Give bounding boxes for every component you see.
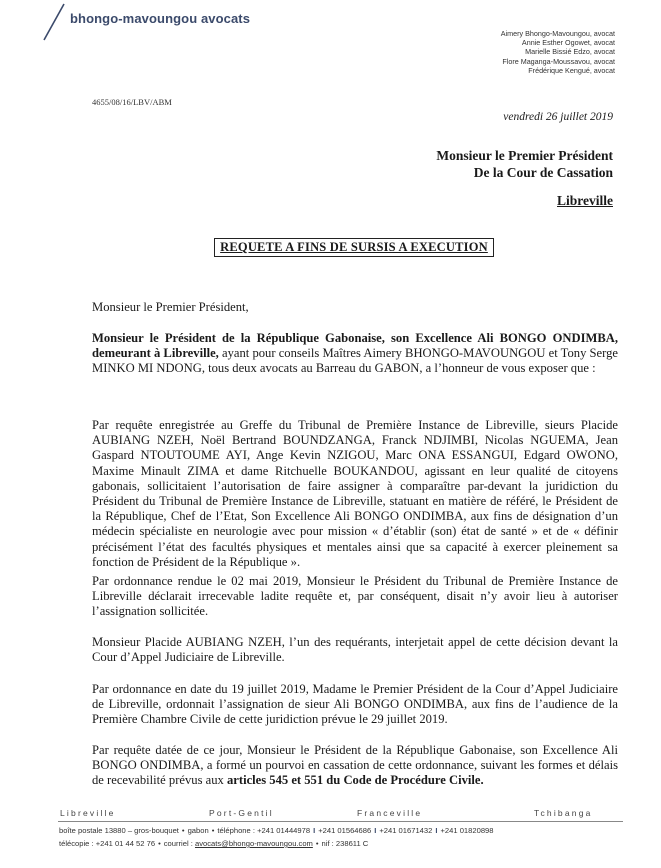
mail-label: courriel :	[163, 839, 193, 848]
country: gabon	[187, 826, 209, 835]
paragraph-cassation	[92, 743, 618, 789]
footer-divider	[58, 821, 623, 822]
reference-number: 4655/08/16/LBV/ABM	[92, 97, 172, 107]
footer-city: Franceville	[357, 808, 423, 818]
phone-4: +241 01820898	[440, 826, 494, 835]
paragraph-cassation-articles: articles 545 et 551 du Code de Procédure Civile	[226, 773, 481, 788]
logo-slash-icon	[38, 2, 66, 42]
lawyer-name: Frédérique Kengué, avocat	[528, 65, 615, 75]
lawyer-name: Aimery Bhongo-Mavoungou, avocat	[500, 29, 615, 38]
phone-1: téléphone : +241 01444978	[217, 826, 311, 835]
paragraph-parties-rest: ayant pour conseils Maîtres Aimery BHONGO-MAVOUNGOU et Tony Serge MINKO MI NDONG, tous deux avocats au Barreau du GABON, a l’honneur de vous exposer que :	[92, 346, 619, 376]
phone-2: +241 01564686	[318, 826, 372, 835]
email-link[interactable]: avocats@bhongo-mavoungou.com	[194, 839, 313, 848]
footer-city: Libreville	[60, 808, 116, 818]
bullet-separator: •	[158, 839, 161, 848]
document-title-text: REQUETE A FINS DE SURSIS A EXECUTION	[220, 240, 488, 254]
document-title	[214, 238, 494, 257]
firm-logo-text: bhongo-mavoungou avocats	[70, 11, 251, 26]
bullet-separator: •	[315, 839, 319, 848]
lawyer-name: Annie Esther Ogowet, avocat	[521, 38, 615, 48]
salutation: Monsieur le Premier Président,	[92, 300, 249, 314]
fax: télécopie : +241 01 44 52 76	[59, 839, 156, 848]
letter-date: vendredi 26 juillet 2019	[503, 111, 613, 123]
phone-3: +241 01671432	[379, 826, 433, 835]
bar-separator: I	[435, 826, 438, 835]
bullet-separator: •	[211, 826, 215, 835]
paragraph-ordinance-may: Par ordonnance rendue le 02 mai 2019, Monsieur le Président du Tribunal de Première Instance de Libreville déclarait irrecevable ladite requête et, par conséquent, disait n’y avoir lieu à autoriser l’assignation sollicitée.	[92, 574, 618, 619]
bar-separator: I	[313, 826, 316, 835]
recipient-block	[436, 147, 613, 181]
paragraph-parties-bold: Monsieur le Président de la République Gabonaise, son Excellence Ali BONGO ONDIMBA, demeurant à Libreville,	[92, 331, 618, 361]
lawyer-name: Marielle Bissié Edzo, avocat	[525, 47, 615, 57]
footer-city: Tchibanga	[534, 808, 593, 818]
recipient-line-1: Monsieur le Premier Président	[436, 148, 613, 163]
bullet-separator: •	[181, 826, 185, 835]
footer-contact-line-1	[59, 826, 494, 835]
paragraph-ordinance-july: Par ordonnance en date du 19 juillet 2019, Madame le Premier Président de la Cour d’Appel Judiciaire de Libreville, ordonnait l’assignation de sieur Ali BONGO ONDIMBA, aux fins de l’audience de la Première Chambre Civile de cette juridiction prévue le 29 juillet 2019.	[92, 682, 618, 727]
footer-city: Port-Gentil	[209, 808, 274, 818]
tax-id: nif : 238611 C	[321, 839, 369, 848]
lawyer-name: Flore Maganga-Moussavou, avocat	[502, 56, 615, 66]
footer-contact-line-2	[59, 839, 368, 848]
lawyers-list	[501, 29, 615, 75]
paragraph-parties	[92, 331, 618, 377]
paragraph-cassation-start: Par requête datée de ce jour, Monsieur le Président de la République Gabonaise, son Excellence Ali BONGO ONDIMBA, a formé un pourvoi en cassation de cette ordonnance, suivant les formes et délais de recevabilité prévus aux	[92, 743, 618, 788]
paragraph-cassation-end: .	[480, 773, 484, 788]
postal-box: boîte postale 13880 – gros-bouquet	[59, 826, 179, 835]
recipient-line-2: De la Cour de Cassation	[473, 165, 613, 180]
paragraph-appeal: Monsieur Placide AUBIANG NZEH, l’un des requérants, interjetait appel de cette décision devant la Cour d’Appel Judiciaire de Libreville.	[92, 635, 618, 665]
paragraph-request: Par requête enregistrée au Greffe du Tribunal de Première Instance de Libreville, sieurs Placide AUBIANG NZEH, Noël Bertrand BOUNDZANGA, Franck NDJIMBI, Nicolas NGUEMA, Jean Gaspard NTOUTOUME AYI, Ange Kevin NZIGOU, Marc ONA ESSANGUI, Edgard OWONO, Maxime Minault ZIMA et dame Ritchuelle BOUKANDOU, agissant en leur qualité de citoyens gabonais, sollicitaient l’autorisation de faire assigner à comparaître par-devant la juridiction du Président du Tribunal de Première Instance de Libreville, statuant en matière de référé, le Président de la République, Chef de l’Etat, Son Excellence Ali BONGO ONDIMBA, aux fins de désignation d’un médecin spécialiste en neurologie avec pour mission « d’établir (son) état de santé » et de « définir précisément l’état des facultés physiques et mentales ainsi que sa capacité à exercer pleinement sa fonction de Président de la République ».	[92, 418, 618, 569]
recipient-city: Libreville	[557, 193, 613, 208]
bar-separator: I	[374, 826, 377, 835]
